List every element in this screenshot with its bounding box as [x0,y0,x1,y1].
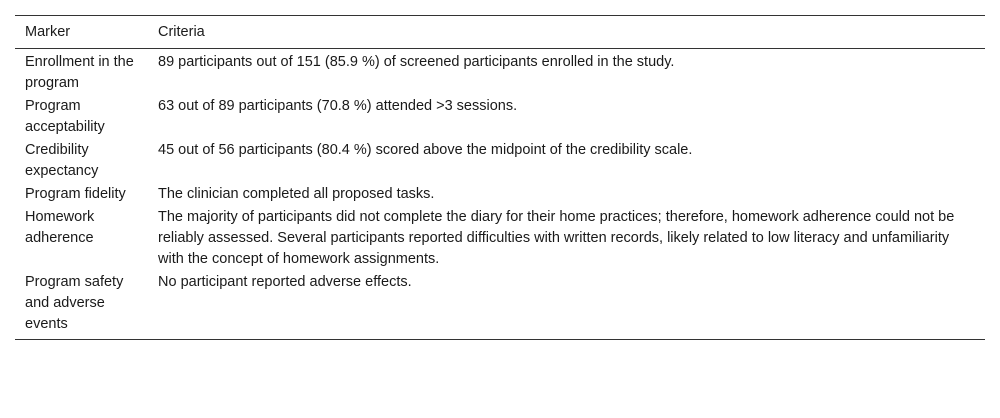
criteria-cell: No participant reported adverse effects. [158,274,412,290]
table-row [15,271,985,340]
criteria-cell: The clinician completed all proposed tasks. [158,186,435,202]
criteria-cell: 63 out of 89 participants (70.8 %) attended >3 sessions. [158,98,518,114]
marker-cell: Program safety and adverse events [25,274,124,332]
criteria-cell: 89 participants out of 151 (85.9 %) of screened participants enrolled in the study. [158,54,675,70]
table-row [15,139,985,183]
header-row [15,16,985,49]
table-header [15,16,985,49]
table-row [15,49,985,96]
marker-cell: Program fidelity [25,186,126,202]
header-marker: Marker [25,24,71,40]
outcomes-table-container [15,15,985,340]
header-criteria: Criteria [158,24,205,40]
table-body [15,49,985,340]
marker-cell: Credibility expectancy [25,142,99,179]
table-row [15,206,985,271]
feasibility-markers-table [15,15,985,340]
criteria-cell: 45 out of 56 participants (80.4 %) scored above the midpoint of the credibility scale. [158,142,693,158]
table-row [15,183,985,206]
criteria-cell: The majority of participants did not complete the diary for their home practices; therefore, homework adherence could not be reliably assessed. Several participants reported difficulties with written records, likely related to low literacy and unfamiliarity with the concept of homework assignments. [158,209,955,267]
marker-cell: Program acceptability [25,98,105,135]
marker-cell: Enrollment in the program [25,54,134,91]
table-row [15,95,985,139]
marker-cell: Homework adherence [25,209,95,246]
